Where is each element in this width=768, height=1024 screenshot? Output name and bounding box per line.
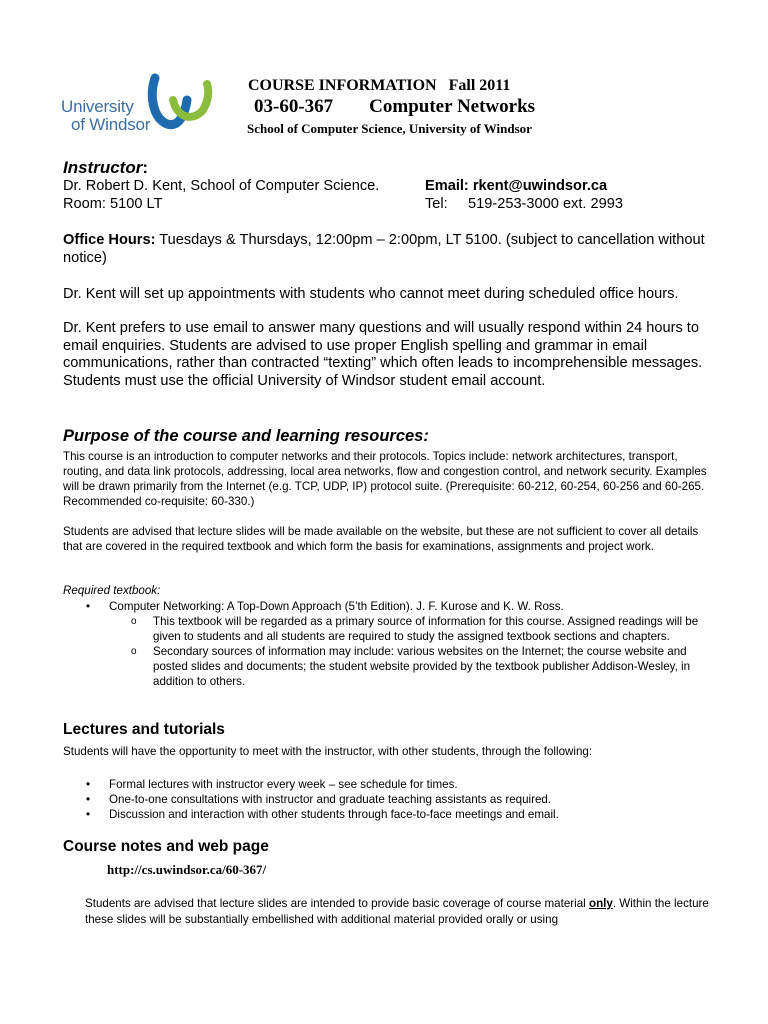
lectures-intro: Students will have the opportunity to meet with the instructor, with other students, through the following: [63, 745, 593, 758]
appointments-paragraph: Dr. Kent will set up appointments with students who cannot meet during scheduled office hours. [63, 286, 679, 302]
logo-line-1: University [61, 97, 134, 116]
purpose-heading: Purpose of the course and learning resources: [63, 427, 429, 445]
instructor-room-row [63, 196, 703, 214]
instructor-name: Dr. Robert D. Kent, School of Computer Science. [63, 178, 380, 194]
document-header [240, 76, 620, 138]
windsor-logo-mark-icon [147, 70, 213, 134]
list-item: • One-to-one consultations with instructor and graduate teaching assistants as required. [86, 793, 552, 806]
list-item: • Formal lectures with instructor every week – see schedule for times. [86, 778, 458, 791]
university-logo [61, 70, 213, 140]
logo-line-2: of Windsor [71, 115, 151, 134]
list-item: o This textbook will be regarded as a primary source of information for this course. Assigned readings will be given to students and all students are required to study the assigned textbook sections and chapters. [131, 615, 699, 643]
bullet-icon: • [86, 778, 91, 791]
lectures-heading: Lectures and tutorials [63, 721, 225, 738]
course-code: 03-60-367 [254, 96, 334, 117]
course-info-label: COURSE INFORMATION [248, 77, 437, 94]
bullet-icon: • [86, 793, 91, 806]
instructor-tel: Tel: 519-253-3000 ext. 2993 [425, 196, 623, 212]
textbook-list [63, 599, 711, 689]
logo-wordmark [61, 98, 150, 134]
purpose-intro: This course is an introduction to computer networks and their protocols. Topics include: network architectures, transport, routing, and data link protocols, addressing, local area networks, flow and congestion control, and network security. Examples will be drawn primarily from the Internet (e.g. TCP, UDP, IP) protocol suite. (Prerequisite: 60-212, 60-254, 60-256 and 60-265. Recommended co-requisite: 60-330.) [63, 450, 707, 508]
course-notes-paragraph: Students are advised that lecture slides are intended to provide basic coverage of course material only. Within the lecture these slides will be substantially embellished with additional material provided orally or using [85, 897, 709, 926]
course-name: Computer Networks [369, 96, 536, 117]
term-label: Fall 2011 [448, 77, 511, 94]
course-title [240, 96, 620, 118]
required-textbook-label: Required textbook: [63, 584, 161, 597]
instructor-name-row [63, 178, 703, 196]
bullet-icon: • [86, 808, 91, 821]
office-hours: Office Hours: Tuesdays & Thursdays, 12:00pm – 2:00pm, LT 5100. (subject to cancellation without notice) [63, 232, 705, 266]
course-url-link[interactable]: http://cs.uwindsor.ca/60-367/ [107, 862, 267, 877]
instructor-room: Room: 5100 LT [63, 196, 163, 212]
course-notes-heading: Course notes and web page [63, 838, 269, 855]
circle-bullet-icon: o [131, 616, 137, 627]
lectures-list [63, 777, 711, 822]
bullet-icon: • [86, 600, 91, 613]
slides-note: Students are advised that lecture slides will be made available on the website, but these are not sufficient to cover all details that are covered in the required textbook and which form the basis for examinations, assignments and project work. [63, 525, 699, 553]
circle-bullet-icon: o [131, 646, 137, 657]
school-name: School of Computer Science, University of Windsor [247, 121, 532, 136]
instructor-heading: Instructor: [63, 158, 149, 177]
instructor-email[interactable]: Email: rkent@uwindsor.ca [425, 178, 608, 194]
list-item: o Secondary sources of information may include: various websites on the Internet; the course website and posted slides and documents; the student website provided by the textbook publisher Addison-Wesley, in addition to others. [131, 645, 691, 688]
list-item: • Discussion and interaction with other students through face-to-face meetings and email. [86, 808, 559, 821]
course-info-title [240, 76, 620, 96]
email-policy-paragraph: Dr. Kent prefers to use email to answer many questions and will usually respond within 24 hours to email enquiries. Students are advised to use proper English spelling and grammar in email communications, rather than contracted “texting” which often leads to incomprehensible messages. Students must use the official University of Windsor student email account. [63, 320, 703, 389]
list-item: • Computer Networking: A Top-Down Approach (5’th Edition). J. F. Kurose and K. W. Ross. [86, 600, 564, 613]
